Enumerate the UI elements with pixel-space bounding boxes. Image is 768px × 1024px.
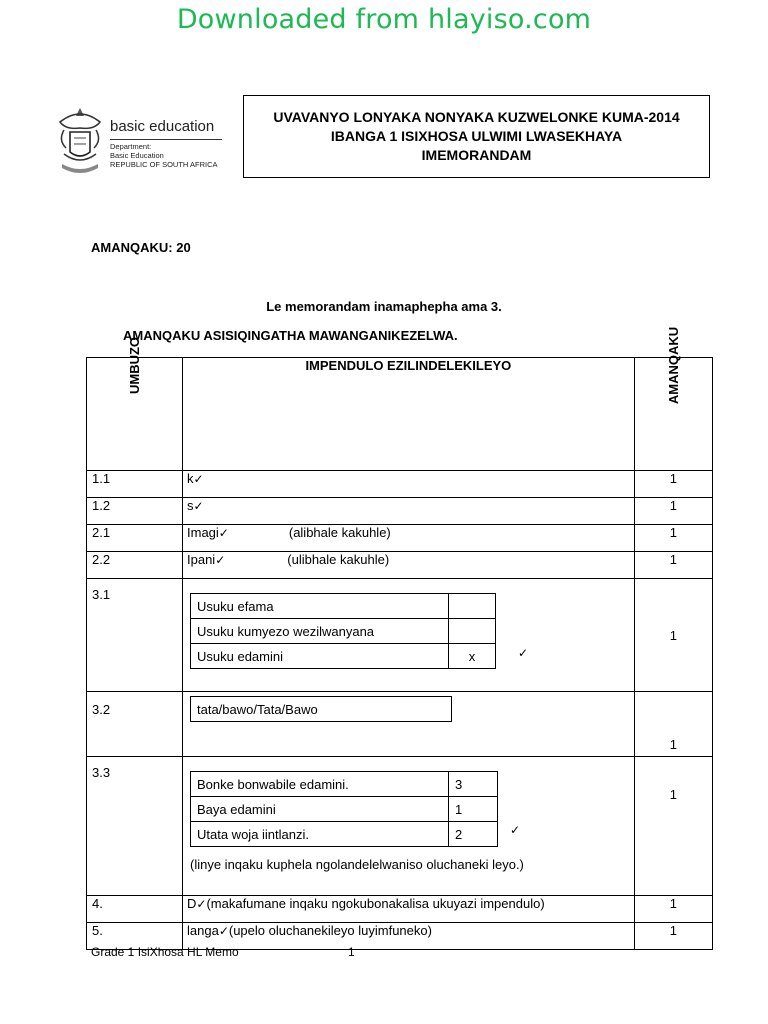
footer-title: Grade 1 IsiXhosa HL Memo: [91, 945, 239, 959]
watermark: Downloaded from hlayiso.com: [176, 4, 592, 35]
coat-of-arms-icon: [54, 104, 106, 182]
total-marks: AMANQAKU: 20: [91, 240, 191, 255]
table-row: 2.1 Imagi✓ (alibhale kakuhle) 1: [87, 525, 713, 552]
table-header-row: [87, 358, 713, 471]
table-row: 2.2 Ipani✓ (ulibhale kakuhle) 1: [87, 552, 713, 579]
logo-divider: [110, 139, 222, 140]
order-table-3-3: Bonke bonwabile edamini. 3 Baya edamini 1 Utata woja iintlanzi. 2: [190, 771, 498, 847]
header-marks: AMANQAKU: [634, 358, 712, 471]
table-row-3-1: 3.1 Usuku efama Usuku kumyezo wezilwanyana Usuku edamini x ✓ 1: [87, 579, 713, 692]
tick-icon: ✓: [518, 646, 529, 660]
answer-box-3-2: tata/bawo/Tata/Bawo: [190, 696, 452, 722]
table-row: 5. langa✓(upelo oluchanekileyo luyimfuneko) 1: [87, 923, 713, 950]
tick-icon: ✓: [193, 499, 204, 513]
table-row-3-3: 3.3 Bonke bonwabile edamini. 3 Baya edamini 1 Utata woja iintlanzi. 2 ✓ (linye inqaku kuphela ngolandelelwaniso oluchaneki leyo.) 1: [87, 757, 713, 896]
tick-icon: ✓: [218, 526, 229, 540]
page-number: 1: [348, 945, 355, 959]
brand-name: basic education: [110, 118, 215, 135]
pages-note: Le memorandam inamaphepha ama 3.: [266, 299, 502, 314]
table-row: 1.1 k✓ 1: [87, 471, 713, 498]
tick-icon: ✓: [193, 472, 204, 486]
note-3-3: (linye inqaku kuphela ngolandelelwaniso oluchaneki leyo.): [190, 857, 524, 872]
title-line-1: UVAVANYO LONYAKA NONYAKA KUZWELONKE KUMA-2014: [273, 109, 680, 125]
tick-icon: ✓: [196, 897, 207, 911]
title-line-2: IBANGA 1 ISIXHOSA ULWIMI LWASEKHAYA: [330, 128, 623, 144]
table-row: 4. D✓(makafumane inqaku ngokubonakalisa ukuyazi impendulo) 1: [87, 896, 713, 923]
title-line-3: IMEMORANDAM: [421, 147, 532, 163]
table-row-3-2: 3.2 tata/bawo/Tata/Bawo 1: [87, 692, 713, 757]
tick-icon: ✓: [510, 823, 521, 837]
tick-icon: ✓: [218, 924, 229, 938]
choice-table-3-1: Usuku efama Usuku kumyezo wezilwanyana Usuku edamini x: [190, 593, 496, 669]
tick-icon: ✓: [215, 553, 226, 567]
instruction: AMANQAKU ASISIQINGATHA MAWANGANIKEZELWA.: [123, 328, 458, 343]
table-row: 1.2 s✓ 1: [87, 498, 713, 525]
header-answer: IMPENDULO EZILINDELEKILEYO: [183, 358, 635, 471]
department-text: Department: Basic Education REPUBLIC OF SOUTH AFRICA: [110, 142, 218, 169]
dbe-logo: [54, 104, 234, 184]
exam-title-box: [243, 95, 710, 178]
header-question: UMBUZO: [87, 358, 183, 471]
